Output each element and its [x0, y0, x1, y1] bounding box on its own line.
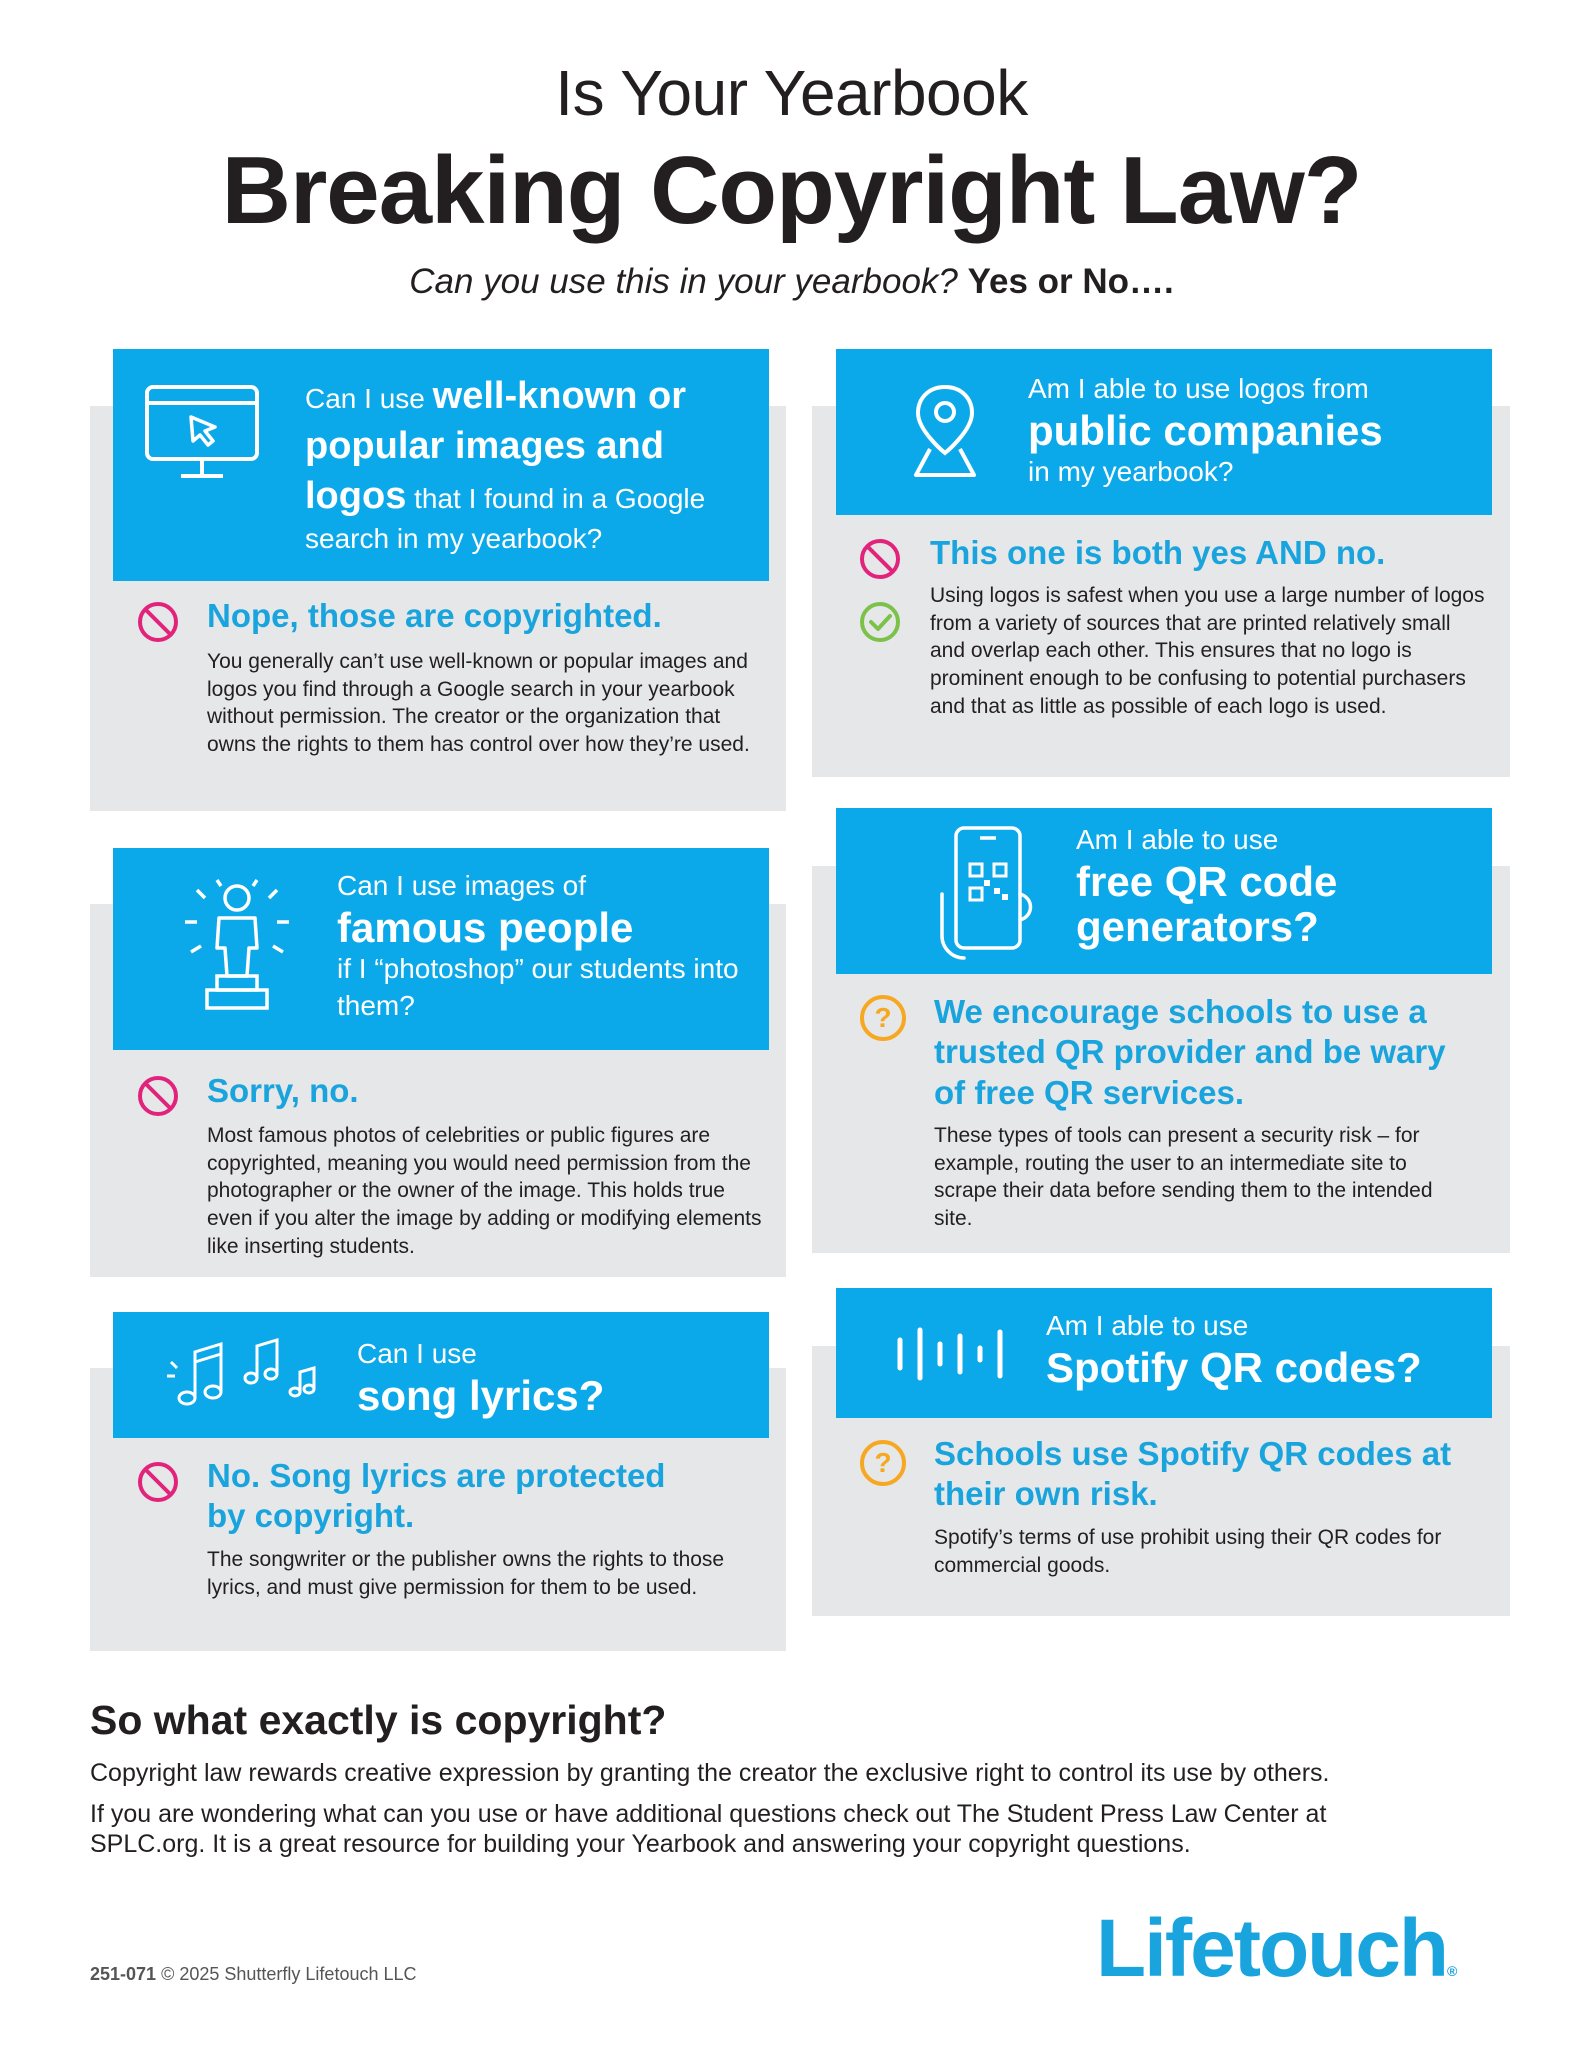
question-prefix: Can I use images of — [337, 870, 587, 901]
logo-wordmark: Lifetouch — [1096, 1903, 1447, 1994]
svg-text:?: ? — [874, 1002, 892, 1033]
question-text — [357, 1336, 757, 1419]
answer-body: Spotify’s terms of use prohibit using their QR codes for commercial goods. — [934, 1526, 1442, 1577]
phone-qr-code-icon — [936, 824, 1040, 964]
question-panel — [113, 349, 769, 581]
answer-title: We encourage schools to use a trusted QR provider and be wary of free QR services. — [934, 993, 1446, 1111]
answer-body: Using logos is safest when you use a large number of logos from a variety of sources that are printed relatively small and overlap each other. This ensures that no logo is prominent enough to be confusing to potential purchasers and that as little as possible of each logo is used. — [930, 584, 1485, 718]
question-panel — [113, 848, 769, 1050]
answer-title: This one is both yes AND no. — [930, 534, 1386, 571]
question-emphasis: famous people — [337, 903, 634, 951]
question-text — [337, 868, 757, 1025]
svg-text:?: ? — [874, 1447, 892, 1478]
prohibited-icon — [858, 537, 902, 581]
question-panel — [836, 1288, 1492, 1418]
answer-title: Sorry, no. — [207, 1072, 359, 1109]
computer-monitor-icon — [143, 383, 263, 483]
answer-body: The songwriter or the publisher owns the rights to those lyrics, and must give permission for them to be used. — [207, 1548, 725, 1599]
location-pin-icon — [912, 383, 978, 481]
question-emphasis: song lyrics? — [357, 1371, 605, 1419]
registered-mark: ® — [1446, 1963, 1458, 1979]
answer-title: No. Song lyrics are protected by copyright. — [207, 1457, 666, 1535]
question-suffix: in my yearbook? — [1028, 456, 1234, 488]
answer-title: Nope, those are copyrighted. — [207, 597, 662, 634]
question-icon — [858, 993, 908, 1043]
subtitle-question: Can you use this in your yearbook? — [409, 262, 958, 301]
question-prefix: Can I use — [305, 383, 433, 414]
answer-body: You generally can’t use well-known or popular images and logos you find through a Google search in your yearbook without permission. The creator or the organization that owns the rights to them has control over how they’re used. — [207, 650, 750, 757]
question-panel — [836, 349, 1492, 515]
question-text — [1076, 822, 1476, 950]
question-emphasis: Spotify QR codes? — [1046, 1343, 1422, 1391]
copyright-definition: Copyright law rewards creative expression by granting the creator the exclusive right to control its use by others. — [90, 1759, 1330, 1787]
prohibited-icon — [136, 1460, 180, 1504]
question-prefix: Am I able to use logos from — [1028, 373, 1369, 404]
question-text — [305, 371, 745, 558]
footer-copyright — [90, 1964, 417, 1985]
question-panel — [113, 1312, 769, 1438]
music-notes-icon — [161, 1338, 321, 1414]
answer-body: These types of tools can present a security risk – for example, routing the user to an intermediate site to scrape their data before sending them to the intended site. — [934, 1124, 1433, 1231]
question-prefix: Am I able to use — [1076, 824, 1279, 855]
question-text — [1028, 371, 1468, 491]
question-prefix: Am I able to use — [1046, 1310, 1249, 1341]
question-emphasis: well-known or popular images and logos — [305, 375, 686, 518]
answer-title: Schools use Spotify QR codes at their own risk. — [934, 1435, 1452, 1513]
question-suffix: that I found in a Google search in my yearbook? — [305, 483, 706, 555]
prohibited-icon — [136, 600, 180, 644]
question-emphasis: free QR code generators? — [1076, 857, 1338, 951]
prohibited-icon — [136, 1074, 180, 1118]
statue-icon — [177, 878, 297, 1018]
resource-paragraph: If you are wondering what can you use or have additional questions check out The Student Press Law Center at SPLC.org. It is a great resource for building your Yearbook and answering your copyright questions. — [90, 1800, 1327, 1858]
page-title: Breaking Copyright Law? — [221, 137, 1362, 244]
question-emphasis: public companies — [1028, 406, 1383, 454]
question-prefix: Can I use — [357, 1338, 477, 1369]
copyright-heading: So what exactly is copyright? — [90, 1697, 667, 1743]
audio-waveform-icon — [896, 1326, 1006, 1382]
subtitle — [0, 262, 1583, 302]
document-code: 251-071 — [90, 1964, 157, 1984]
question-panel — [836, 808, 1492, 974]
check-icon — [858, 600, 902, 644]
answer-body: Most famous photos of celebrities or public figures are copyrighted, meaning you would need permission from the photographer or the owner of the image. This holds true even if you alter the image by adding or modifying elements like inserting students. — [207, 1124, 762, 1258]
question-icon — [858, 1438, 908, 1488]
question-suffix: if I “photoshop” our students into them? — [337, 953, 739, 1022]
subtitle-answer-choice: Yes or No…. — [967, 262, 1174, 301]
question-text — [1046, 1308, 1476, 1391]
copyright-notice: © 2025 Shutterfly Lifetouch LLC — [161, 1964, 417, 1984]
lifetouch-logo — [1096, 1902, 1457, 1996]
title-line1: Is Your Yearbook — [555, 57, 1028, 129]
